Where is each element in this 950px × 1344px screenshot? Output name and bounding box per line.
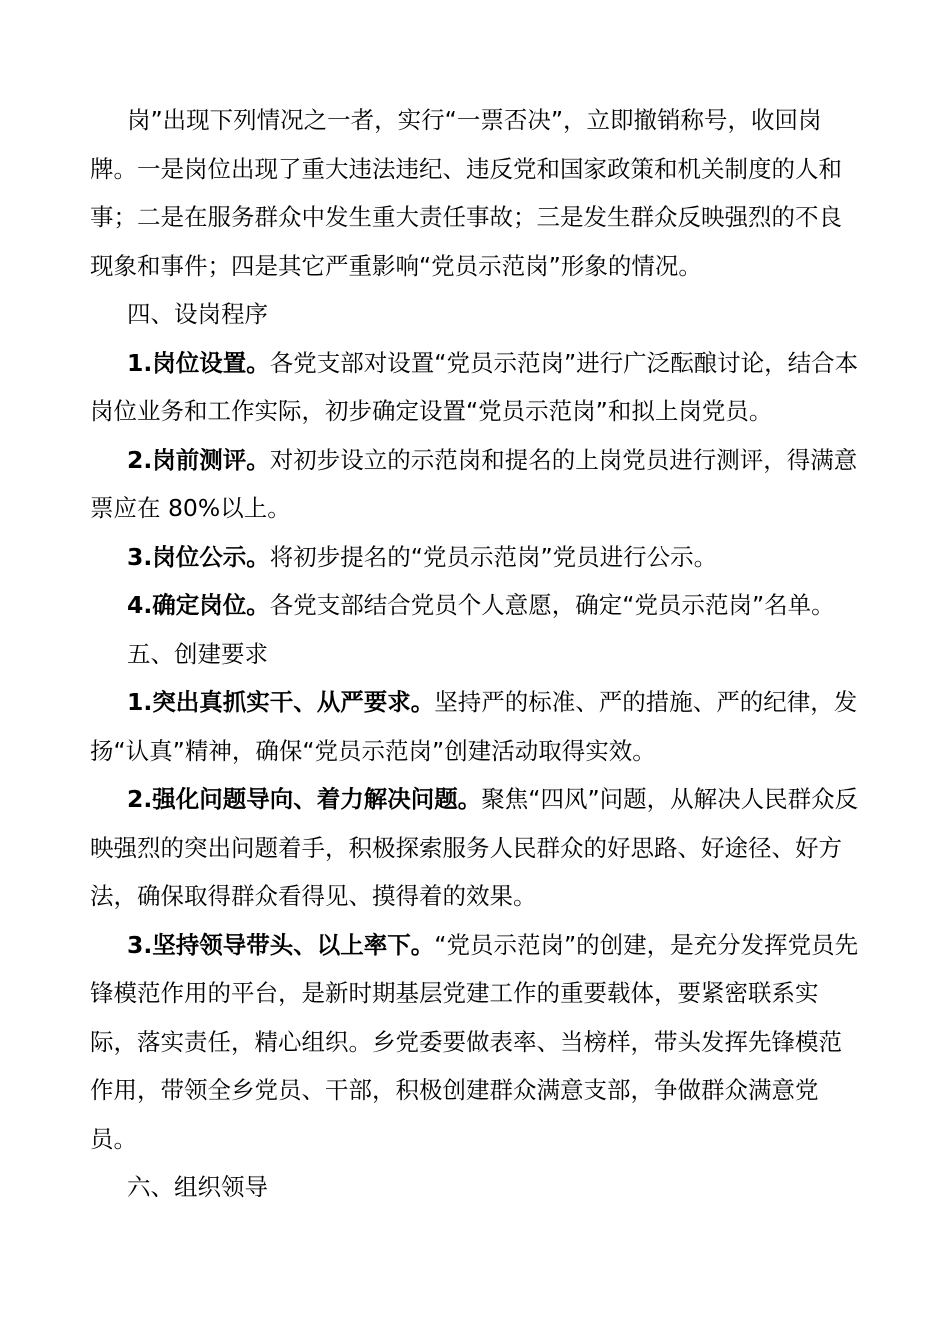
section-heading-leadership [90, 1163, 860, 1212]
item-title: 3.岗位公示。 [127, 542, 270, 571]
heading-text: 四、设岗程序 [127, 300, 268, 328]
section-heading-procedure [90, 290, 860, 339]
paragraph-revocation-rules [90, 96, 860, 290]
item-title: 2.强化问题导向、着力解决问题。 [127, 785, 482, 813]
item-title: 2.岗前测评。 [127, 445, 270, 474]
item-title: 3.坚持领导带头、以上率下。 [127, 930, 435, 959]
item-title: 4.确定岗位。 [127, 591, 270, 619]
item-title: 1.岗位设置。 [127, 348, 270, 377]
requirement-item-2 [90, 775, 860, 921]
document-body [90, 96, 860, 1212]
item-text: 将初步提名的“党员示范岗”党员进行公示。 [269, 542, 718, 571]
item-text: “党员示范岗”的创建，是充分发挥党员先锋模范作用的平台，是新时期基层党建工作的重要载体，要紧密联系实际，落实责任，精心组织。乡党委要做表率、当榜样，带头发挥先锋模范作用，带领全乡党员、干部，积极创建群众满意支部，争做群众满意党员。 [90, 930, 859, 1153]
paragraph-text: 岗”出现下列情况之一者，实行“一票否决”，立即撤销称号，收回岗牌。一是岗位出现了重大违法违纪、违反党和国家政策和机关制度的人和事；二是在服务群众中发生重大责任事故；三是发生群众反映强烈的不良现象和事件；四是其它严重影响“党员示范岗”形象的情况。 [90, 106, 842, 280]
requirement-item-1 [90, 678, 860, 775]
procedure-item-4 [90, 581, 860, 630]
heading-text: 五、创建要求 [127, 639, 268, 668]
section-heading-requirements [90, 630, 860, 679]
heading-text: 六、组织领导 [127, 1173, 268, 1201]
item-text: 坚持严的标准、严的措施、严的纪律，发扬“认真”精神，确保“党员示范岗”创建活动取得实效。 [90, 688, 858, 765]
procedure-item-1 [90, 339, 860, 436]
procedure-item-2 [90, 436, 860, 533]
procedure-item-3 [90, 533, 860, 582]
item-text: 聚焦“四风”问题，从解决人民群众反映强烈的突出问题着手，积极探索服务人民群众的好思路、好途径、好方法，确保取得群众看得见、摸得着的效果。 [90, 785, 859, 910]
item-text: 各党支部对设置“党员示范岗”进行广泛酝酿讨论，结合本岗位业务和工作实际，初步确定设置“党员示范岗”和拟上岗党员。 [90, 348, 859, 425]
item-text: 对初步设立的示范岗和提名的上岗党员进行测评，得满意票应在 80%以上。 [90, 445, 858, 522]
item-text: 各党支部结合党员个人意愿，确定“党员示范岗”名单。 [269, 591, 835, 619]
requirement-item-3 [90, 921, 860, 1164]
item-title: 1.突出真抓实干、从严要求。 [127, 688, 435, 716]
